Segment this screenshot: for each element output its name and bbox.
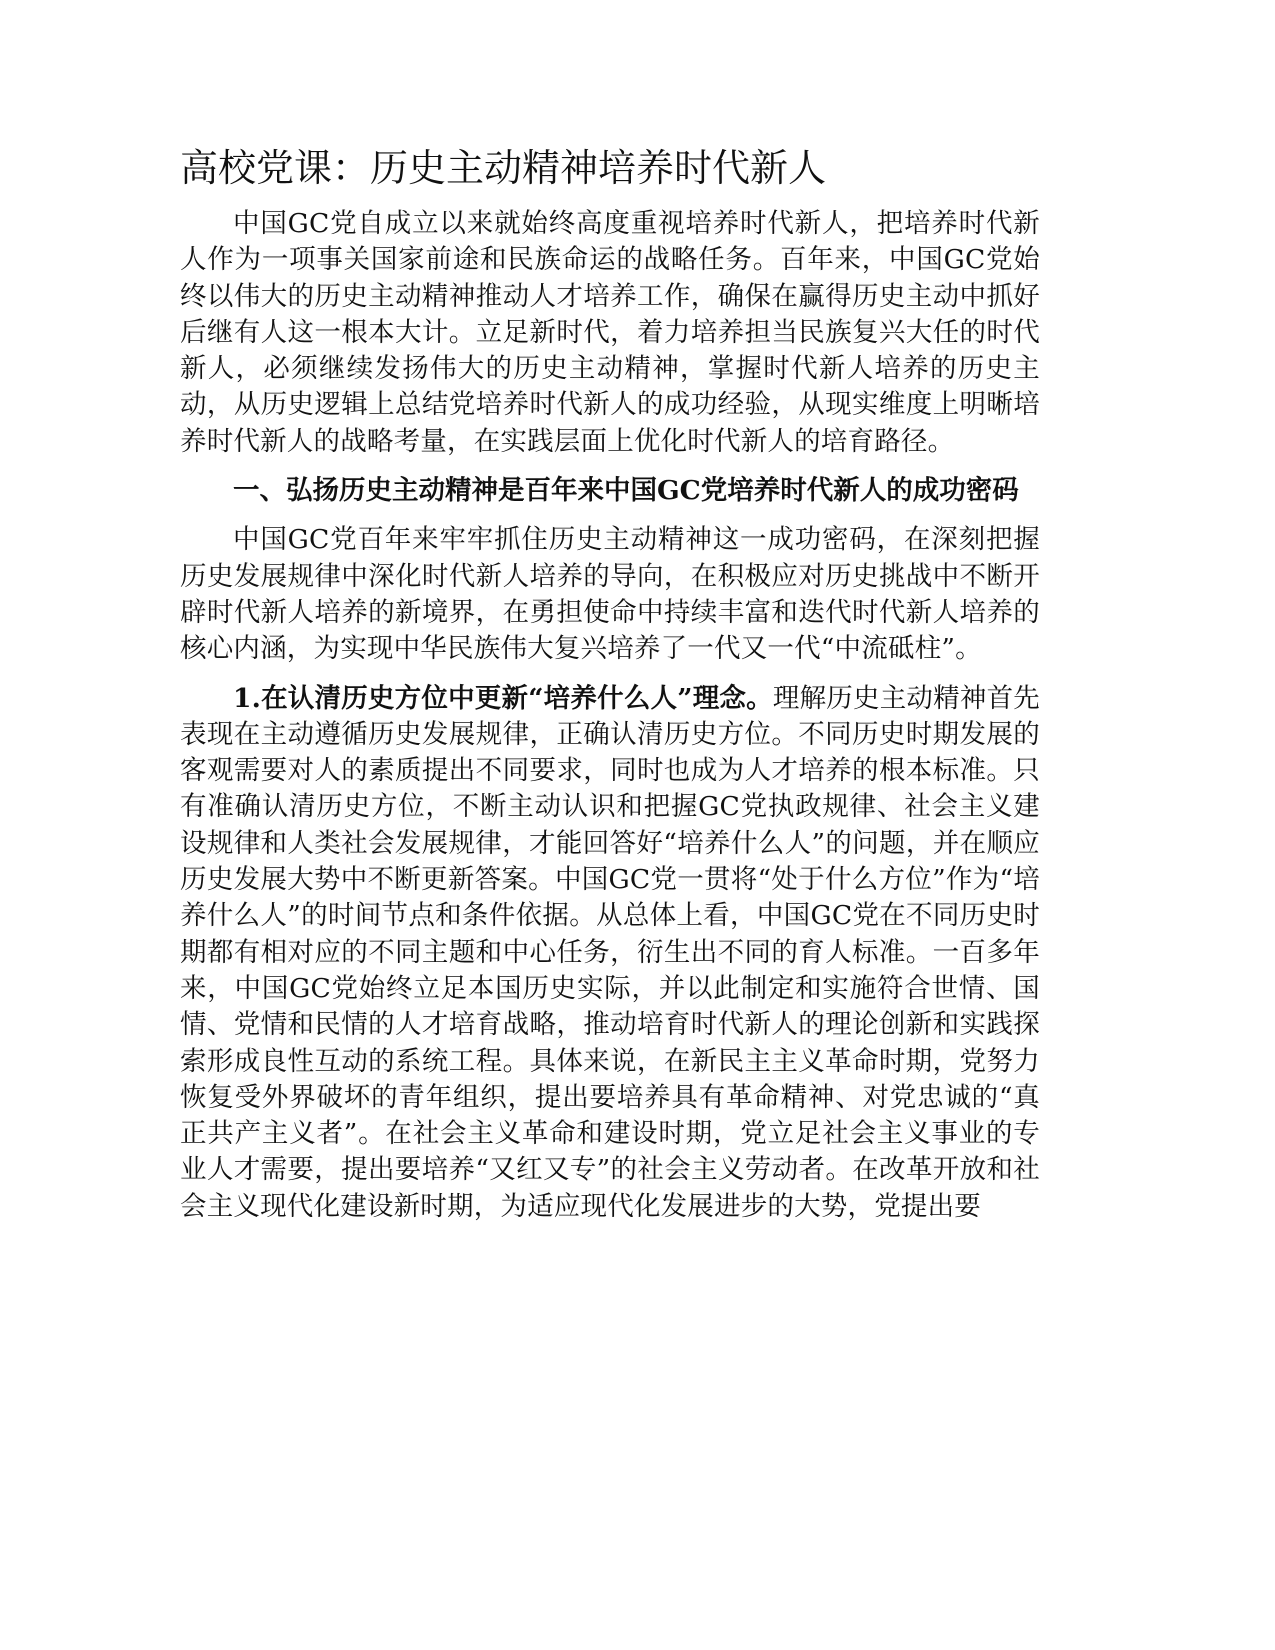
document-title: 高校党课：历史主动精神培养时代新人 [180, 146, 827, 190]
point-1-paragraph [180, 681, 1040, 1225]
document-body [180, 138, 1040, 1238]
point-1-lead: 1.在认清历史方位中更新“培养什么人”理念。 [233, 682, 773, 714]
section-1-paragraph: 中国GC党百年来牢牢抓住历史主动精神这一成功密码，在深刻把握历史发展规律中深化时代新人培养的导向，在积极应对历史挑战中不断开辟时代新人培养的新境界，在勇担使命中持续丰富和迭代时代新人培养的核心内涵，为实现中华民族伟大复兴培养了一代又一代“中流砥柱”。 [180, 524, 1040, 665]
intro-paragraph: 中国GC党自成立以来就始终高度重视培养时代新人，把培养时代新人作为一项事关国家前途和民族命运的战略任务。百年来，中国GC党始终以伟大的历史主动精神推动人才培养工作，确保在赢得历史主动中抓好后继有人这一根本大计。立足新时代，着力培养担当民族复兴大任的时代新人，必须继续发扬伟大的历史主动精神，掌握时代新人培养的历史主动，从历史逻辑上总结党培养时代新人的成功经验，从现实维度上明晰培养时代新人的战略考量，在实践层面上优化时代新人的培育路径。 [180, 208, 1040, 457]
section-1-heading: 一、弘扬历史主动精神是百年来中国GC党培养时代新人的成功密码 [233, 475, 1019, 507]
point-1-body: 理解历史主动精神首先表现在主动遵循历史发展规律，正确认清历史方位。不同历史时期发展的客观需要对人的素质提出不同要求，同时也成为人才培养的根本标准。只有准确认清历史方位，不断主动认识和把握GC党执政规律、社会主义建设规律和人类社会发展规律，才能回答好“培养什么人”的问题，并在顺应历史发展大势中不断更新答案。中国GC党一贯将“处于什么方位”作为“培养什么人”的时间节点和条件依据。从总体上看，中国GC党在不同历史时期都有相对应的不同主题和中心任务，衍生出不同的育人标准。一百多年来，中国GC党始终立足本国历史实际，并以此制定和实施符合世情、国情、党情和民情的人才培育战略，推动培育时代新人的理论创新和实践探索形成良性互动的系统工程。具体来说，在新民主主义革命时期，党努力恢复受外界破坏的青年组织，提出要培养具有革命精神、对党忠诚的“真正共产主义者”。在社会主义革命和建设时期，党立足社会主义事业的专业人才需要，提出要培养“又红又专”的社会主义劳动者。在改革开放和社会主义现代化建设新时期，为适应现代化发展进步的大势，党提出要 [180, 682, 1040, 1222]
